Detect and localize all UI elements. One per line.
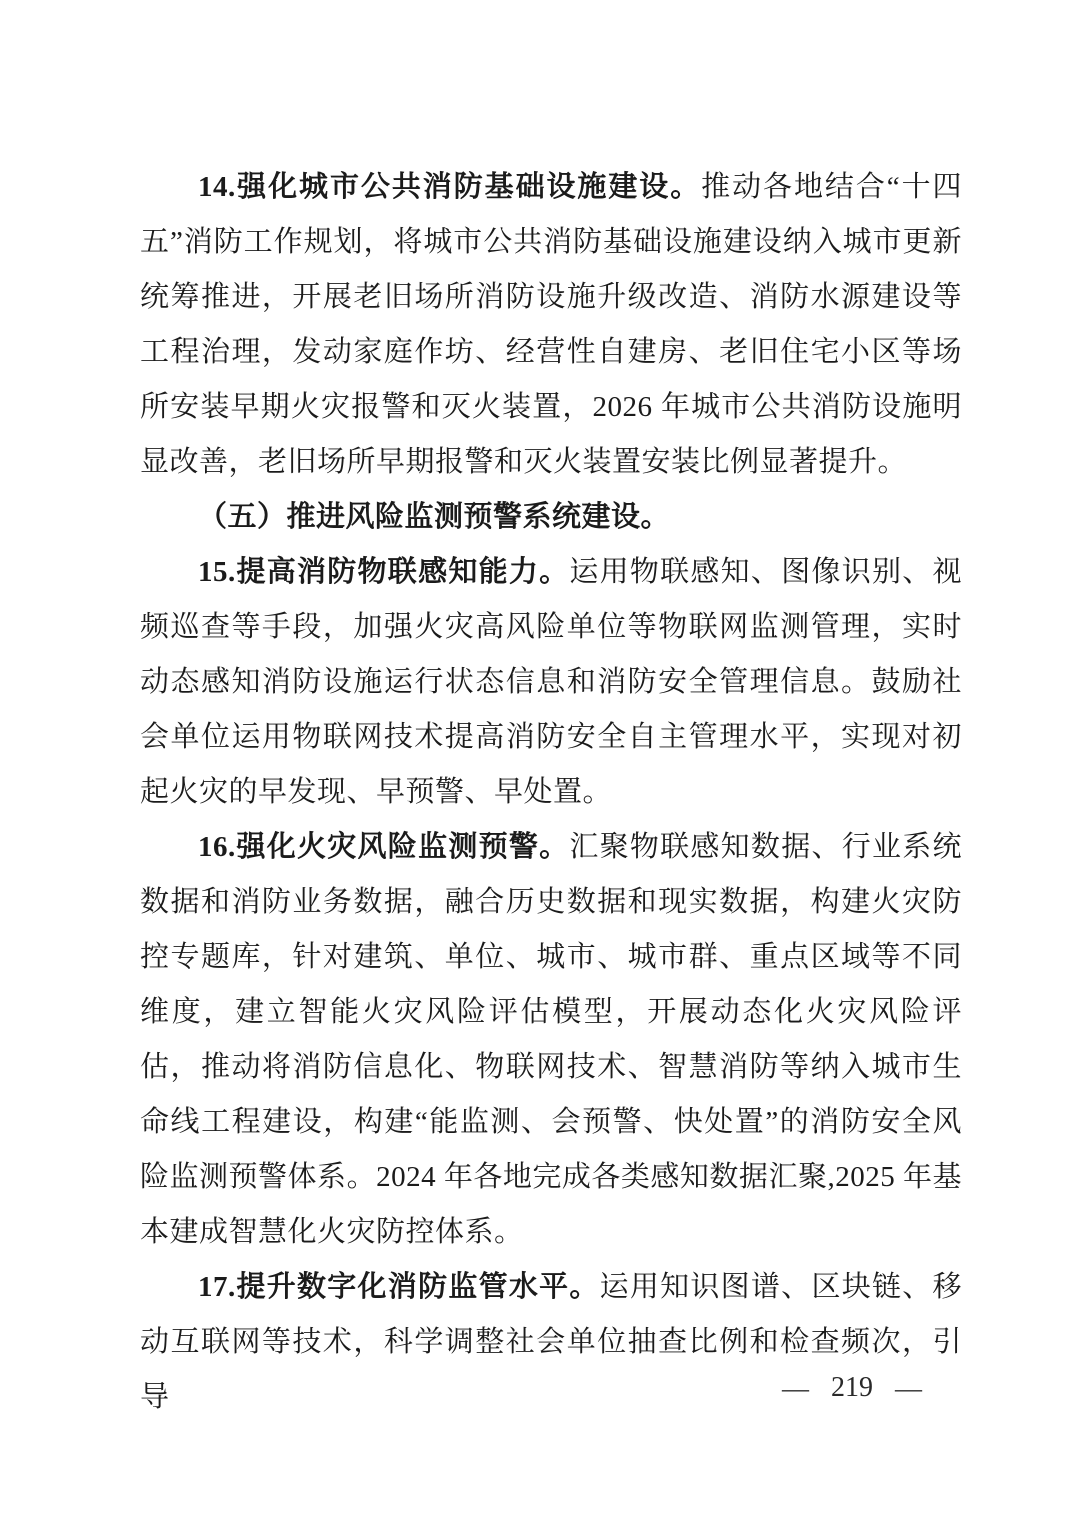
clause-15-title: 15.提高消防物联感知能力。 xyxy=(198,556,570,588)
footer-dash-left: — xyxy=(782,1372,809,1403)
section-heading-5-text: （五）推进风险监测预警系统建设。 xyxy=(198,501,671,533)
page-footer xyxy=(782,1372,922,1404)
clause-17-body: 运用知识图谱、区块链、移动互联网等技术，科学调整社会单位抽查比例和检查频次，引导 xyxy=(140,1271,962,1413)
clause-17-title: 17.提升数字化消防监管水平。 xyxy=(198,1271,600,1303)
clause-16-body: 汇聚物联感知数据、行业系统数据和消防业务数据，融合历史数据和现实数据，构建火灾防控专题库，针对建筑、单位、城市、城市群、重点区域等不同维度，建立智能火灾风险评估模型，开展动态化火灾风险评估，推动将消防信息化、物联网技术、智慧消防等纳入城市生命线工程建设，构建“能监测、会预警、快处置”的消防安全风险监测预警体系。2024 年各地完成各类感知数据汇聚,2025 年基本建成智慧化火灾防控体系。 xyxy=(140,831,962,1248)
page-number: 219 xyxy=(831,1372,873,1403)
paragraph-clause-16 xyxy=(140,820,962,1260)
clause-14-body: 推动各地结合“十四五”消防工作规划，将城市公共消防基础设施建设纳入城市更新统筹推进，开展老旧场所消防设施升级改造、消防水源建设等工程治理，发动家庭作坊、经营性自建房、老旧住宅小区等场所安装早期火灾报警和灭火装置，2026 年城市公共消防设施明显改善，老旧场所早期报警和灭火装置安装比例显著提升。 xyxy=(140,171,962,478)
clause-14-title: 14.强化城市公共消防基础设施建设。 xyxy=(198,171,702,203)
paragraph-clause-14 xyxy=(140,160,962,490)
footer-dash-right: — xyxy=(895,1372,922,1403)
clause-16-title: 16.强化火灾风险监测预警。 xyxy=(198,831,570,863)
section-heading-5 xyxy=(140,490,962,545)
clause-15-body: 运用物联感知、图像识别、视频巡查等手段，加强火灾高风险单位等物联网监测管理，实时动态感知消防设施运行状态信息和消防安全管理信息。鼓励社会单位运用物联网技术提高消防安全自主管理水平，实现对初起火灾的早发现、早预警、早处置。 xyxy=(140,556,962,808)
paragraph-clause-15 xyxy=(140,545,962,820)
document-content xyxy=(140,160,962,1425)
